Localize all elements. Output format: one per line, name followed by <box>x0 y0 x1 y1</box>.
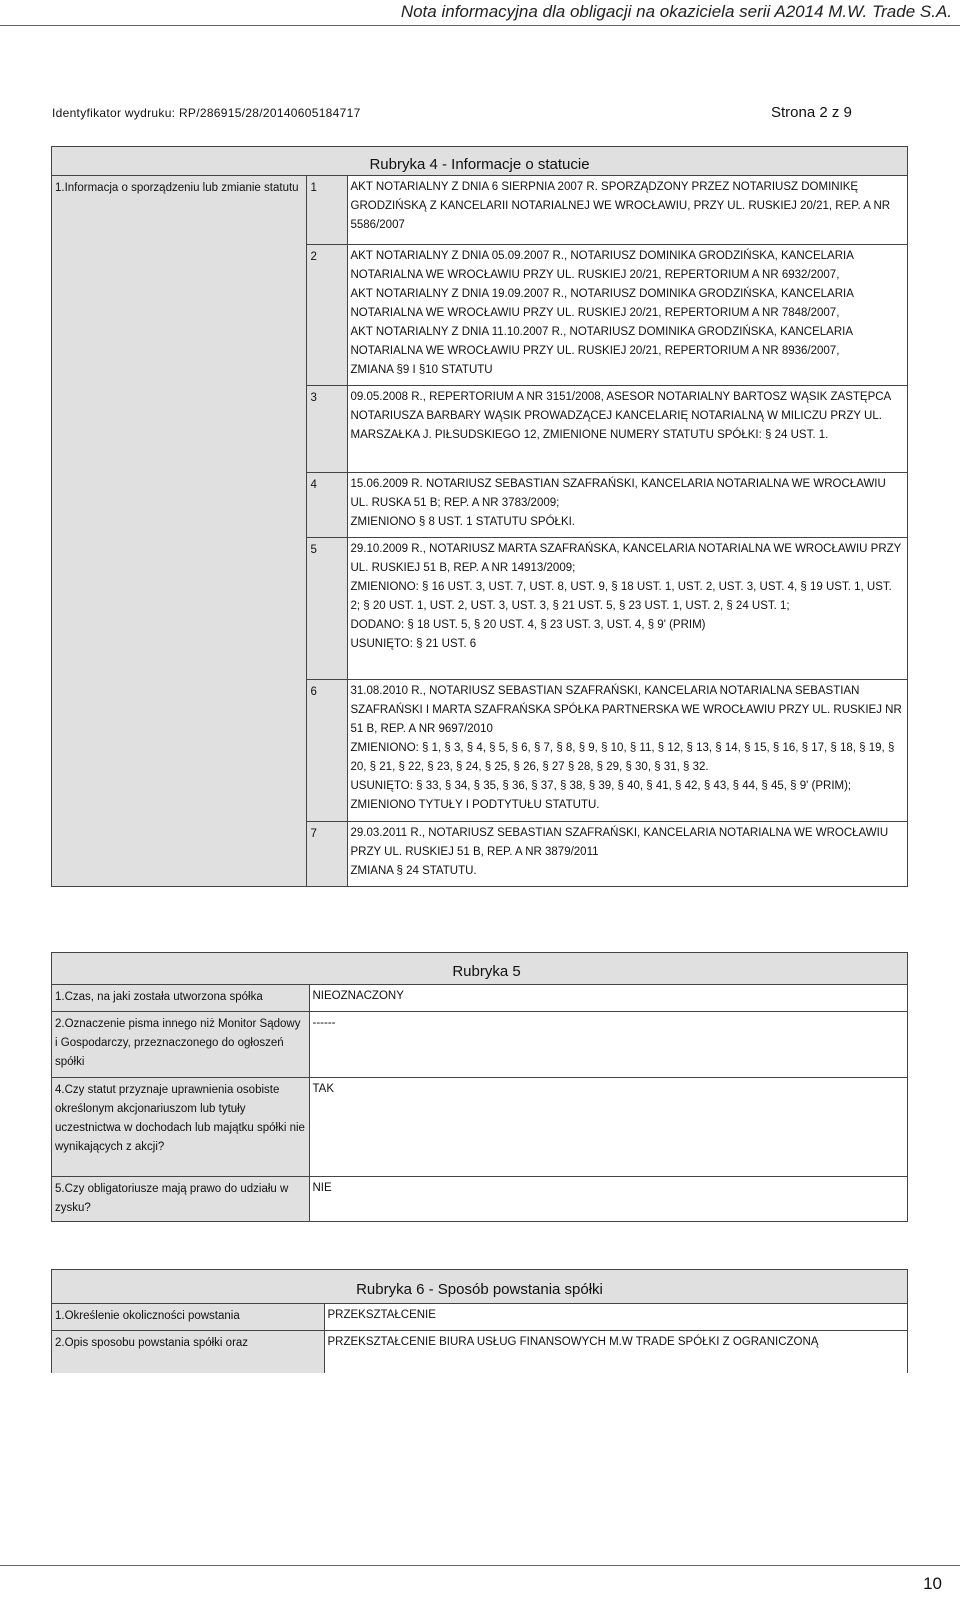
statute-info-label: 1.Informacja o sporządzeniu lub zmianie statutu <box>52 176 306 886</box>
row-value: PRZEKSZTAŁCENIE BIURA USŁUG FINANSOWYCH M.W TRADE SPÓŁKI Z OGRANICZONĄ <box>324 1330 907 1373</box>
print-identifier: Identyfikator wydruku: RP/286915/28/20140605184717 <box>52 106 361 120</box>
entry-line: USUNIĘTO: § 33, § 34, § 35, § 36, § 37, § 38, § 39, § 40, § 41, § 42, § 43, § 44, § 45, § 9' (PRIM); ZMIENIONO TYTUŁY I PODTYTUŁU STATUTU. <box>350 779 852 811</box>
rubryka-4-table <box>52 176 907 886</box>
rubryka-4-section <box>51 146 908 887</box>
row-value: PRZEKSZTAŁCENIE <box>324 1304 907 1330</box>
header-divider <box>0 25 960 26</box>
page-indicator: Strona 2 z 9 <box>771 104 852 121</box>
entry-line: DODANO: § 18 UST. 5, § 20 UST. 4, § 23 UST. 3, UST. 4, § 9' (PRIM) <box>350 618 706 631</box>
row-value: NIE <box>309 1176 907 1221</box>
entry-text <box>347 244 907 385</box>
rubryka-5-title: Rubryka 5 <box>52 953 907 985</box>
rubryka-5-section <box>51 952 908 1222</box>
row-value: TAK <box>309 1077 907 1176</box>
entry-text: 09.05.2008 R., REPERTORIUM A NR 3151/2008, ASESOR NOTARIALNY BARTOSZ WĄSIK ZASTĘPCA NOTARIUSZA BARBARY WĄSIK PROWADZĄCEJ KANCELARIĘ NOTARIALNĄ W MILICZU PRZY UL. MARSZAŁKA J. PIŁSUDSKIEGO 12, ZMIENIONE NUMERY STATUTU SPÓŁKI: § 24 UST. 1. <box>347 385 907 472</box>
row-value: NIEOZNACZONY <box>309 985 907 1011</box>
entry-text <box>347 472 907 537</box>
table-row <box>52 1011 907 1077</box>
entry-number: 7 <box>306 821 347 886</box>
entry-number: 6 <box>306 679 347 821</box>
row-label: 1.Określenie okoliczności powstania <box>52 1304 324 1330</box>
entry-text <box>347 537 907 679</box>
rubryka-5-table <box>52 985 907 1221</box>
rubryka-6-title: Rubryka 6 - Sposób powstania spółki <box>52 1270 907 1304</box>
entry-line: 29.03.2011 R., NOTARIUSZ SEBASTIAN SZAFRAŃSKI, KANCELARIA NOTARIALNA WE WROCŁAWIU PRZY UL. RUSKIEJ 51 B, REP. A NR 3879/2011 <box>350 826 889 858</box>
statute-entry <box>52 176 907 244</box>
entry-line: 15.06.2009 R. NOTARIUSZ SEBASTIAN SZAFRAŃSKI, KANCELARIA NOTARIALNA WE WROCŁAWIU UL. RUSKA 51 B; REP. A NR 3783/2009; <box>350 477 886 509</box>
row-label: 1.Czas, na jaki została utworzona spółka <box>52 985 309 1011</box>
entry-number: 2 <box>306 244 347 385</box>
entry-line: AKT NOTARIALNY Z DNIA 11.10.2007 R., NOTARIUSZ DOMINIKA GRODZIŃSKA, KANCELARIA NOTARIALNA WE WROCŁAWIU PRZY UL. RUSKIEJ 20/21, REPERTORIUM A NR 8936/2007, <box>350 325 853 357</box>
footer-divider <box>0 1565 960 1566</box>
rubryka-6-section <box>51 1269 908 1373</box>
entry-text <box>347 821 907 886</box>
entry-line: ZMIANA § 24 STATUTU. <box>350 864 477 877</box>
page-number: 10 <box>923 1574 942 1593</box>
table-row <box>52 1077 907 1176</box>
entry-number: 5 <box>306 537 347 679</box>
document-header-title: Nota informacyjna dla obligacji na okaziciela serii A2014 M.W. Trade S.A. <box>400 2 952 21</box>
entry-line: 31.08.2010 R., NOTARIUSZ SEBASTIAN SZAFRAŃSKI, KANCELARIA NOTARIALNA SEBASTIAN SZAFRAŃSKI I MARTA SZAFRAŃSKA SPÓŁKA PARTNERSKA WE WROCŁAWIU PRZY UL. RUSKIEJ NR 51 B, REP. A NR 9697/2010 <box>350 684 902 735</box>
entry-line: ZMIENIONO § 8 UST. 1 STATUTU SPÓŁKI. <box>350 515 576 528</box>
row-label: 2.Oznaczenie pisma innego niż Monitor Sądowy i Gospodarczy, przeznaczonego do ogłoszeń spółki <box>52 1011 309 1077</box>
table-row <box>52 985 907 1011</box>
entry-number: 4 <box>306 472 347 537</box>
entry-line: ZMIENIONO: § 1, § 3, § 4, § 5, § 6, § 7, § 8, § 9, § 10, § 11, § 12, § 13, § 14, § 15, § 16, § 17, § 18, § 19, § 20, § 21, § 22, § 23, § 24, § 25, § 26, § 27 § 28, § 29, § 30, § 31, § 32. <box>350 741 895 773</box>
row-label: 4.Czy statut przyznaje uprawnienia osobiste określonym akcjonariuszom lub tytuły uczestnictwa w dochodach lub majątku spółki nie wynikających z akcji? <box>52 1077 309 1176</box>
rubryka-6-table <box>52 1304 907 1373</box>
entry-text: AKT NOTARIALNY Z DNIA 6 SIERPNIA 2007 R. SPORZĄDZONY PRZEZ NOTARIUSZ DOMINIKĘ GRODZIŃSKĄ Z KANCELARII NOTARIALNEJ WE WROCŁAWIU, PRZY UL. RUSKIEJ 20/21, REP. A NR 5586/2007 <box>347 176 907 244</box>
entry-text <box>347 679 907 821</box>
entry-number: 1 <box>306 176 347 244</box>
entry-line: USUNIĘTO: § 21 UST. 6 <box>350 637 477 650</box>
entry-line: 29.10.2009 R., NOTARIUSZ MARTA SZAFRAŃSKA, KANCELARIA NOTARIALNA WE WROCŁAWIU PRZY UL. RUSKIEJ 51 B, REP. A NR 14913/2009; <box>350 542 902 574</box>
row-value: ------ <box>309 1011 907 1077</box>
table-row <box>52 1330 907 1373</box>
entry-line: AKT NOTARIALNY Z DNIA 19.09.2007 R., NOTARIUSZ DOMINIKA GRODZIŃSKA, KANCELARIA NOTARIALNA WE WROCŁAWIU PRZY UL. RUSKIEJ 20/21, REPERTORIUM A NR 7848/2007, <box>350 287 854 319</box>
entry-line: ZMIANA §9 I §10 STATUTU <box>350 363 493 376</box>
entry-line: AKT NOTARIALNY Z DNIA 05.09.2007 R., NOTARIUSZ DOMINIKA GRODZIŃSKA, KANCELARIA NOTARIALNA WE WROCŁAWIU PRZY UL. RUSKIEJ 20/21, REPERTORIUM A NR 6932/2007, <box>350 249 854 281</box>
row-label: 5.Czy obligatoriusze mają prawo do udziału w zysku? <box>52 1176 309 1221</box>
entry-number: 3 <box>306 385 347 472</box>
rubryka-4-title: Rubryka 4 - Informacje o statucie <box>52 147 907 176</box>
entry-line: ZMIENIONO: § 16 UST. 3, UST. 7, UST. 8, UST. 9, § 18 UST. 1, UST. 2, UST. 3, UST. 4, § 19 UST. 1, UST. 2; § 20 UST. 1, UST. 2, UST. 3, UST. 3, § 21 UST. 5, § 23 UST. 1, UST. 2, § 24 UST. 1; <box>350 580 892 612</box>
row-label: 2.Opis sposobu powstania spółki oraz <box>52 1330 324 1373</box>
table-row <box>52 1176 907 1221</box>
table-row <box>52 1304 907 1330</box>
